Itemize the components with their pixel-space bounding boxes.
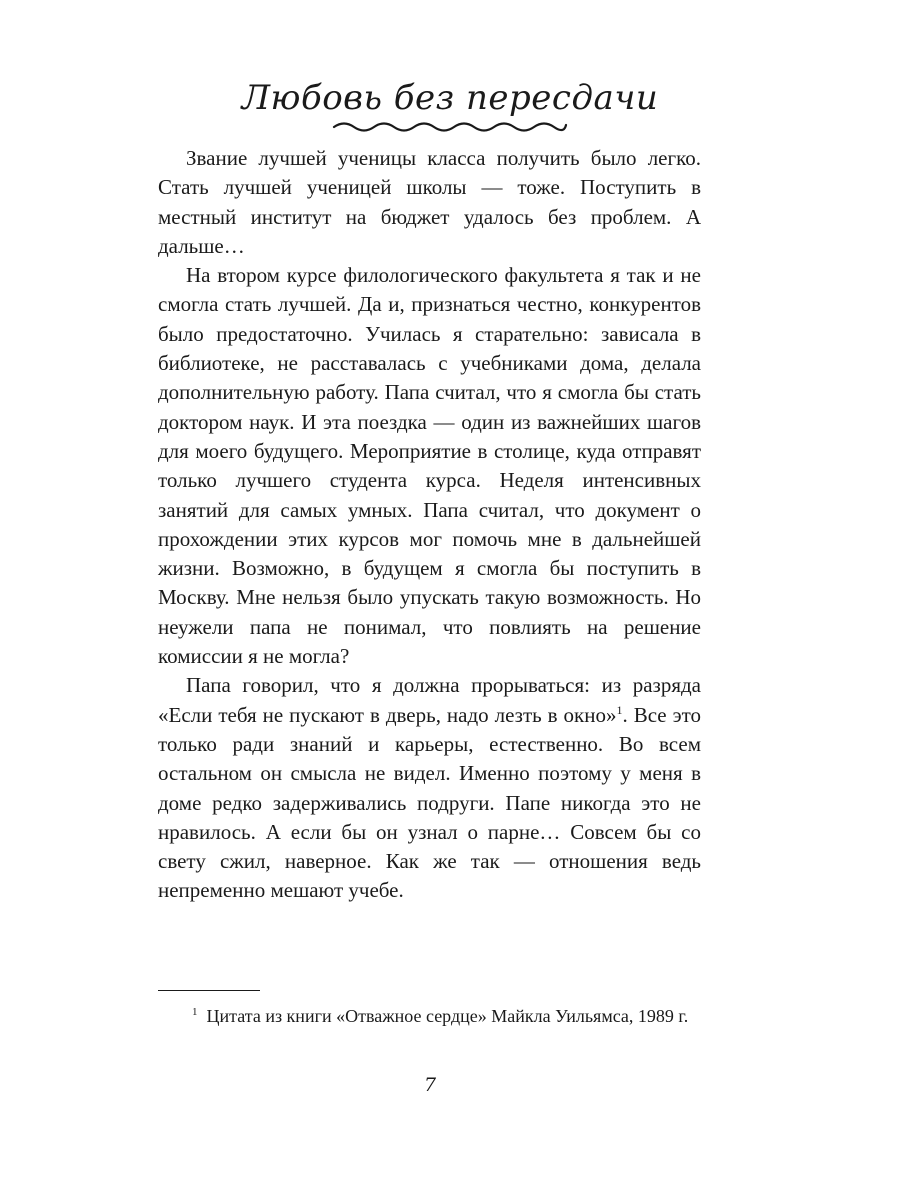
footnote-text: Цитата из книги «Отважное сердце» Майкла Уильямса, 1989 г. <box>206 1006 689 1026</box>
paragraph-3-before-note: Папа говорил, что я должна прорываться: из разряда «Если тебя не пускают в дверь, надо лезть в окно» <box>158 673 701 727</box>
paragraph-3-after-note: . Все это только ради знаний и карьеры, естественно. Во всем остальном он смысла не видел. Именно поэтому у меня в доме редко задерживались подруги. Папе никогда это не нравилось. А если бы он узнал о парне… Совсем бы со свету сжил, наверное. Как же так — отношения ведь непременно мешают учебе. <box>158 702 701 903</box>
main-text <box>158 144 701 906</box>
wavy-underline-ornament <box>330 120 570 134</box>
paragraph-3 <box>158 671 701 905</box>
footnote <box>158 1003 701 1030</box>
footnote-number: 1 <box>192 1006 198 1018</box>
paragraph-1: Звание лучшей ученицы класса получить было легко. Стать лучшей ученицей школы — тоже. Поступить в местный институт на бюджет удалось без проблем. А дальше… <box>158 146 701 258</box>
running-head <box>0 78 900 134</box>
running-head-title: Любовь без пересдачи <box>241 78 659 118</box>
footnote-reference[interactable]: 1 <box>616 702 623 717</box>
page-number: 7 <box>423 1074 437 1096</box>
footnote-divider <box>158 990 260 991</box>
paragraph-2: На втором курсе филологического факультета я так и не смогла стать лучшей. Да и, признаться честно, конкурентов было предостаточно. Училась я старательно: зависала в библиотеке, не расставалась с учебниками дома, делала дополнительную работу. Папа считал, что я смогла бы стать доктором наук. И эта поездка — один из важнейших шагов для моего будущего. Мероприятие в столице, куда отправят только лучшего студента курса. Неделя интенсивных занятий для самых умных. Папа считал, что документ о прохождении этих курсов мог помочь мне в дальнейшей жизни. Возможно, в будущем я смогла бы поступить в Москву. Мне нельзя было упускать такую возможность. Но неужели папа не понимал, что повлиять на решение комиссии я не могла? <box>158 263 701 669</box>
